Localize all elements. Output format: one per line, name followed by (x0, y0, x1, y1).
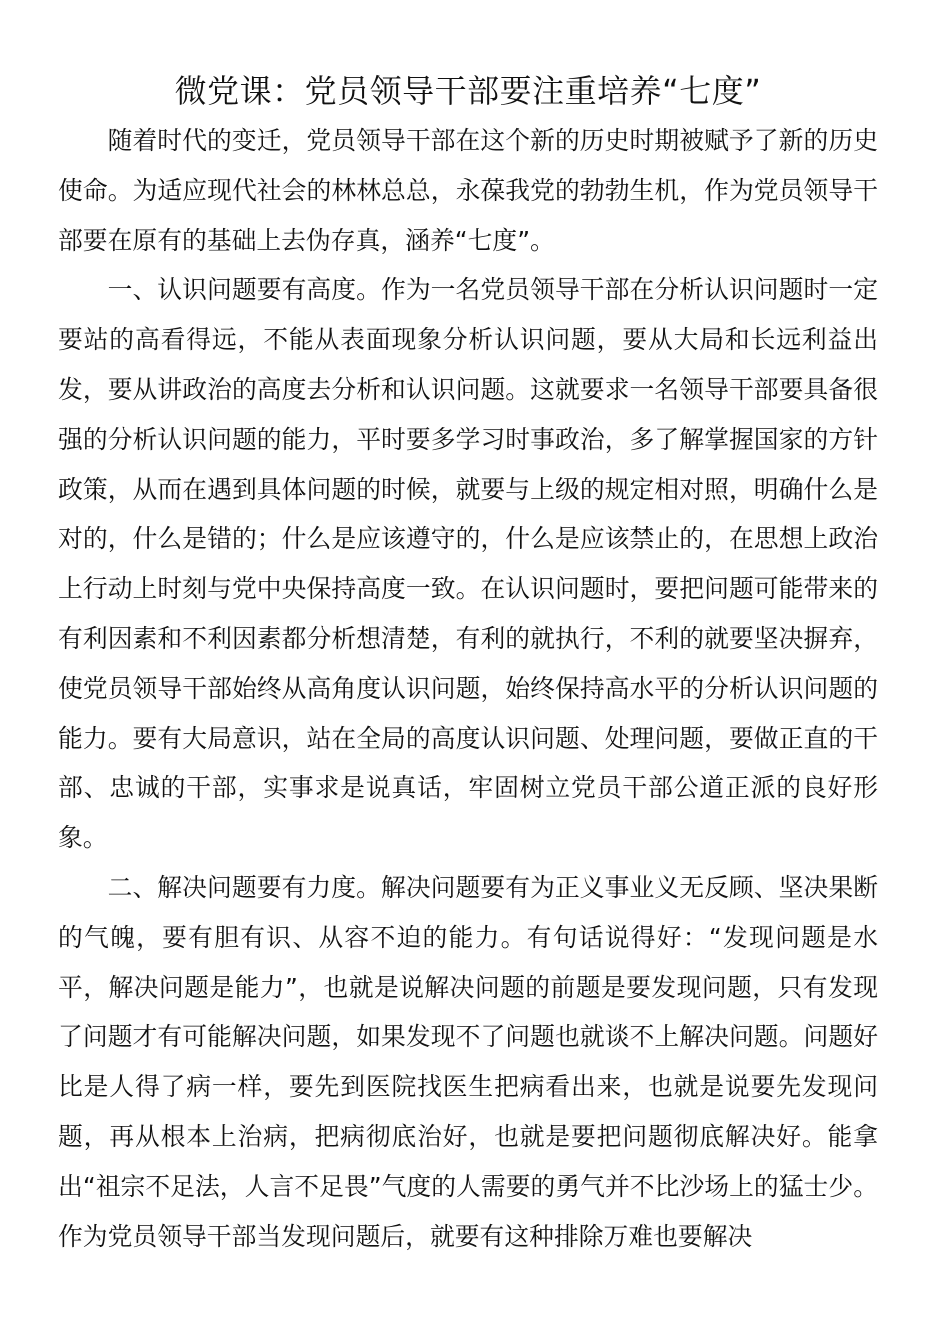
document-title: 微党课：党员领导干部要注重培养“七度” (174, 72, 762, 110)
paragraph-section-one: 一、认识问题要有高度。作为一名党员领导干部在分析认识问题时一定要站的高看得远，不能从表面现象分析认识问题，要从大局和长远利益出发，要从讲政治的高度去分析和认识问题。这就要求一名领导干部要具备很强的分析认识问题的能力，平时要多学习时事政治，多了解掌握国家的方针政策，从而在遇到具体问题的时候，就要与上级的规定相对照，明确什么是对的，什么是错的；什么是应该遵守的，什么是应该禁止的，在思想上政治上行动上时刻与党中央保持高度一致。在认识问题时，要把问题可能带来的有利因素和不利因素都分析想清楚，有利的就执行，不利的就要坚决摒弃，使党员领导干部始终从高角度认识问题，始终保持高水平的分析认识问题的能力。要有大局意识，站在全局的高度认识问题、处理问题，要做正直的干部、忠诚的干部，实事求是说真话，牢固树立党员干部公道正派的良好形象。 (58, 275, 878, 853)
document-page (58, 66, 878, 1261)
paragraph-intro: 随着时代的变迁，党员领导干部在这个新的历史时期被赋予了新的历史使命。为适应现代社会的林林总总，永葆我党的勃勃生机，作为党员领导干部要在原有的基础上去伪存真，涵养“七度”。 (58, 126, 878, 255)
paragraph-section-two: 二、解决问题要有力度。解决问题要有为正义事业义无反顾、坚决果断的气魄，要有胆有识、从容不迫的能力。有句话说得好：“发现问题是水平，解决问题是能力”，也就是说解决问题的前题是要发现问题，只有发现了问题才有可能解决问题，如果发现不了问题也就谈不上解决问题。问题好比是人得了病一样，要先到医院找医生把病看出来，也就是说要先发现问题，再从根本上治病，把病彻底治好，也就是要把问题彻底解决好。能拿出“祖宗不足法，人言不足畏”气度的人需要的勇气并不比沙场上的猛士少。作为党员领导干部当发现问题后，就要有这种排除万难也要解决 (58, 872, 878, 1251)
